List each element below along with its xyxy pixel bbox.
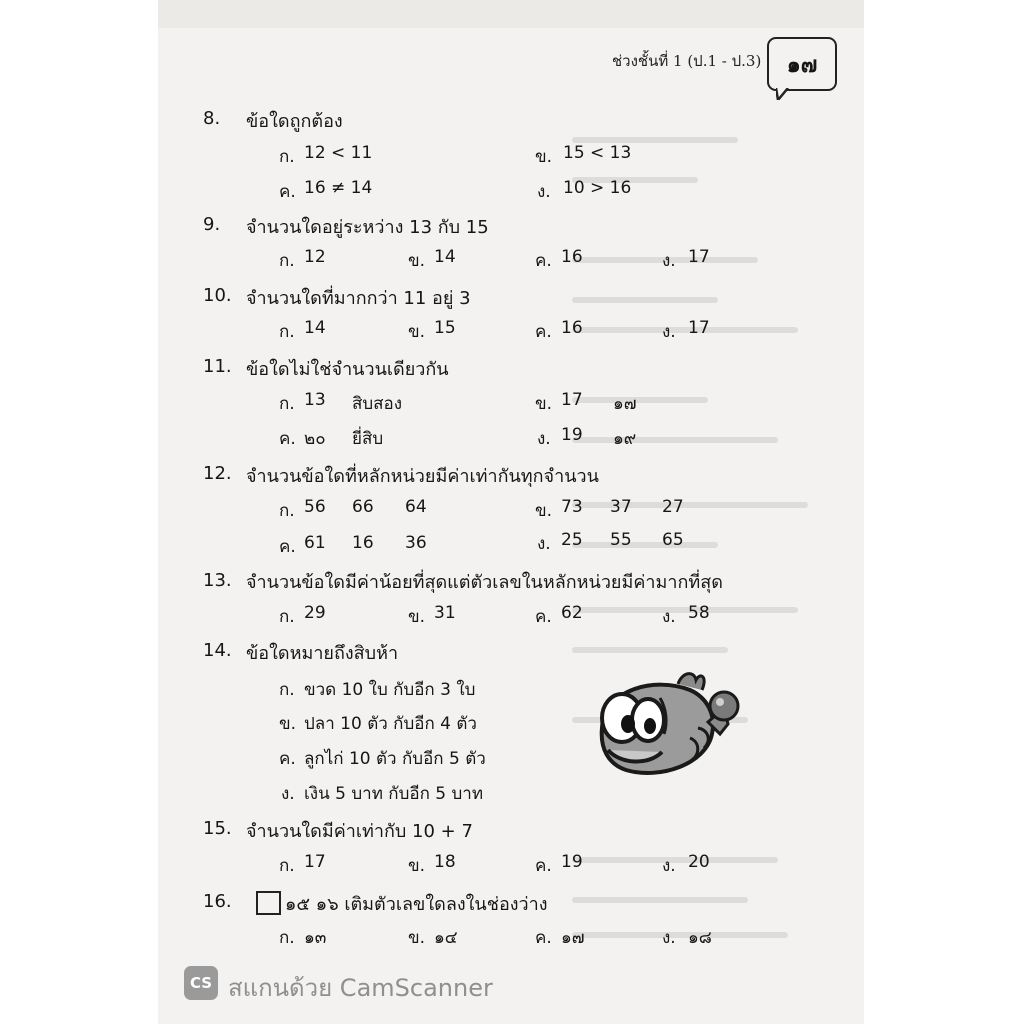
q11-option-d-extra: ๑๙: [613, 429, 637, 449]
q16-option-d-label: ง.: [662, 928, 676, 948]
q13-option-a-value: 29: [304, 603, 326, 623]
q12-option-b-value-2: 37: [610, 497, 632, 517]
q11-option-a-extra: สิบสอง: [352, 394, 403, 414]
q12-option-a-label: ก.: [279, 501, 295, 521]
q12-option-a-value-2: 66: [352, 497, 374, 517]
q14-option-d-label: ง.: [281, 784, 295, 804]
q8-option-d-value: 10 > 16: [563, 178, 632, 198]
page-number: ๑๗: [786, 52, 818, 78]
question-10-number: 10.: [203, 285, 232, 306]
q12-option-b-value-1: 73: [561, 497, 583, 517]
q12-option-c-label: ค.: [279, 537, 296, 557]
q8-option-c-value: 16 ≠ 14: [304, 178, 373, 198]
question-15-number: 15.: [203, 818, 232, 839]
q12-option-b-value-3: 27: [662, 497, 684, 517]
q13-option-b-label: ข.: [408, 607, 426, 627]
cartoon-fish-icon: [590, 668, 748, 786]
q14-option-c-value: ลูกไก่ 10 ตัว กับอีก 5 ตัว: [304, 749, 486, 769]
camscanner-logo-icon: [184, 966, 218, 1000]
q15-option-c-label: ค.: [535, 856, 552, 876]
q8-option-a-value: 12 < 11: [304, 143, 373, 163]
q8-option-a-label: ก.: [279, 147, 295, 167]
q12-option-a-value-3: 64: [405, 497, 427, 517]
q12-option-d-value-2: 55: [610, 530, 632, 550]
q9-option-c-value: 16: [561, 247, 583, 267]
q15-option-b-value: 18: [434, 852, 456, 872]
speech-tail-icon: [776, 88, 790, 100]
q16-option-c-label: ค.: [535, 928, 552, 948]
question-8-number: 8.: [203, 108, 221, 129]
q9-option-b-label: ข.: [408, 251, 426, 271]
q14-option-c-label: ค.: [279, 749, 296, 769]
q13-option-a-label: ก.: [279, 607, 295, 627]
q11-option-b-label: ข.: [535, 394, 553, 414]
camscanner-badge-text: CS: [189, 974, 213, 992]
q8-option-b-label: ข.: [535, 147, 553, 167]
q11-option-c-extra: ยี่สิบ: [352, 429, 384, 449]
q16-option-d-value: ๑๘: [688, 928, 712, 948]
page-header-range: ช่วงชั้นที่ 1 (ป.1 - ป.3): [612, 52, 762, 70]
q16-option-a-value: ๑๓: [304, 928, 327, 948]
question-12-number: 12.: [203, 463, 232, 484]
question-11-text: ข้อใดไม่ใช่จำนวนเดียวกัน: [246, 359, 449, 380]
q11-option-d-value: 19: [561, 425, 583, 445]
q9-option-c-label: ค.: [535, 251, 552, 271]
q12-option-a-value-1: 56: [304, 497, 326, 517]
question-9-number: 9.: [203, 214, 221, 235]
answer-blank-box: [256, 891, 281, 915]
q8-option-b-value: 15 < 13: [563, 143, 632, 163]
q13-option-b-value: 31: [434, 603, 456, 623]
q15-option-c-value: 19: [561, 852, 583, 872]
q16-option-a-label: ก.: [279, 928, 295, 948]
q11-option-b-value: 17: [561, 390, 583, 410]
q11-option-c-value: ๒๐: [304, 429, 326, 449]
q11-option-c-label: ค.: [279, 429, 296, 449]
q12-option-d-value-3: 65: [662, 530, 684, 550]
q15-option-b-label: ข.: [408, 856, 426, 876]
q10-option-d-value: 17: [688, 318, 710, 338]
question-11-number: 11.: [203, 356, 232, 377]
q10-option-a-value: 14: [304, 318, 326, 338]
q13-option-c-label: ค.: [535, 607, 552, 627]
q16-option-b-value: ๑๔: [434, 928, 458, 948]
q13-option-c-value: 62: [561, 603, 583, 623]
q14-option-d-value: เงิน 5 บาท กับอีก 5 บาท: [304, 784, 484, 804]
q14-option-a-value: ขวด 10 ใบ กับอีก 3 ใบ: [304, 680, 476, 700]
q9-option-a-value: 12: [304, 247, 326, 267]
q9-option-b-value: 14: [434, 247, 456, 267]
q10-option-d-label: ง.: [662, 322, 676, 342]
q11-option-a-label: ก.: [279, 394, 295, 414]
q15-option-d-value: 20: [688, 852, 710, 872]
question-14-number: 14.: [203, 640, 232, 661]
question-9-text: จำนวนใดอยู่ระหว่าง 13 กับ 15: [246, 217, 489, 238]
q9-option-d-label: ง.: [662, 251, 676, 271]
q16-option-b-label: ข.: [408, 928, 426, 948]
q10-option-b-value: 15: [434, 318, 456, 338]
q10-option-a-label: ก.: [279, 322, 295, 342]
q13-option-d-label: ง.: [662, 607, 676, 627]
q12-option-d-value-1: 25: [561, 530, 583, 550]
q10-option-c-value: 16: [561, 318, 583, 338]
camscanner-watermark-text: สแกนด้วย CamScanner: [228, 974, 493, 1002]
question-15-text: จำนวนใดมีค่าเท่ากับ 10 + 7: [246, 821, 473, 842]
question-10-text: จำนวนใดที่มากกว่า 11 อยู่ 3: [246, 288, 471, 309]
q14-option-b-label: ข.: [279, 714, 297, 734]
question-14-text: ข้อใดหมายถึงสิบห้า: [246, 643, 399, 664]
question-16-text: ๑๕ ๑๖ เติมตัวเลขใดลงในช่องว่าง: [285, 894, 548, 915]
q15-option-d-label: ง.: [662, 856, 676, 876]
q13-option-d-value: 58: [688, 603, 710, 623]
question-16-number: 16.: [203, 891, 232, 912]
q12-option-d-label: ง.: [537, 534, 551, 554]
q10-option-b-label: ข.: [408, 322, 426, 342]
q12-option-b-label: ข.: [535, 501, 553, 521]
q12-option-c-value-1: 61: [304, 533, 326, 553]
page-number-badge: [767, 37, 837, 91]
q15-option-a-label: ก.: [279, 856, 295, 876]
q9-option-a-label: ก.: [279, 251, 295, 271]
q12-option-c-value-2: 16: [352, 533, 374, 553]
q14-option-a-label: ก.: [279, 680, 295, 700]
q16-option-c-value: ๑๗: [561, 928, 585, 948]
question-13-number: 13.: [203, 570, 232, 591]
question-12-text: จำนวนข้อใดที่หลักหน่วยมีค่าเท่ากันทุกจำนวน: [246, 466, 599, 487]
q8-option-d-label: ง.: [537, 182, 551, 202]
q11-option-a-value: 13: [304, 390, 326, 410]
q9-option-d-value: 17: [688, 247, 710, 267]
q11-option-b-extra: ๑๗: [613, 394, 637, 414]
q8-option-c-label: ค.: [279, 182, 296, 202]
q15-option-a-value: 17: [304, 852, 326, 872]
question-13-text: จำนวนข้อใดมีค่าน้อยที่สุดแต่ตัวเลขในหลักหน่วยมีค่ามากที่สุด: [246, 572, 723, 593]
question-8-text: ข้อใดถูกต้อง: [246, 111, 343, 132]
q12-option-c-value-3: 36: [405, 533, 427, 553]
q11-option-d-label: ง.: [537, 429, 551, 449]
q14-option-b-value: ปลา 10 ตัว กับอีก 4 ตัว: [304, 714, 477, 734]
q10-option-c-label: ค.: [535, 322, 552, 342]
